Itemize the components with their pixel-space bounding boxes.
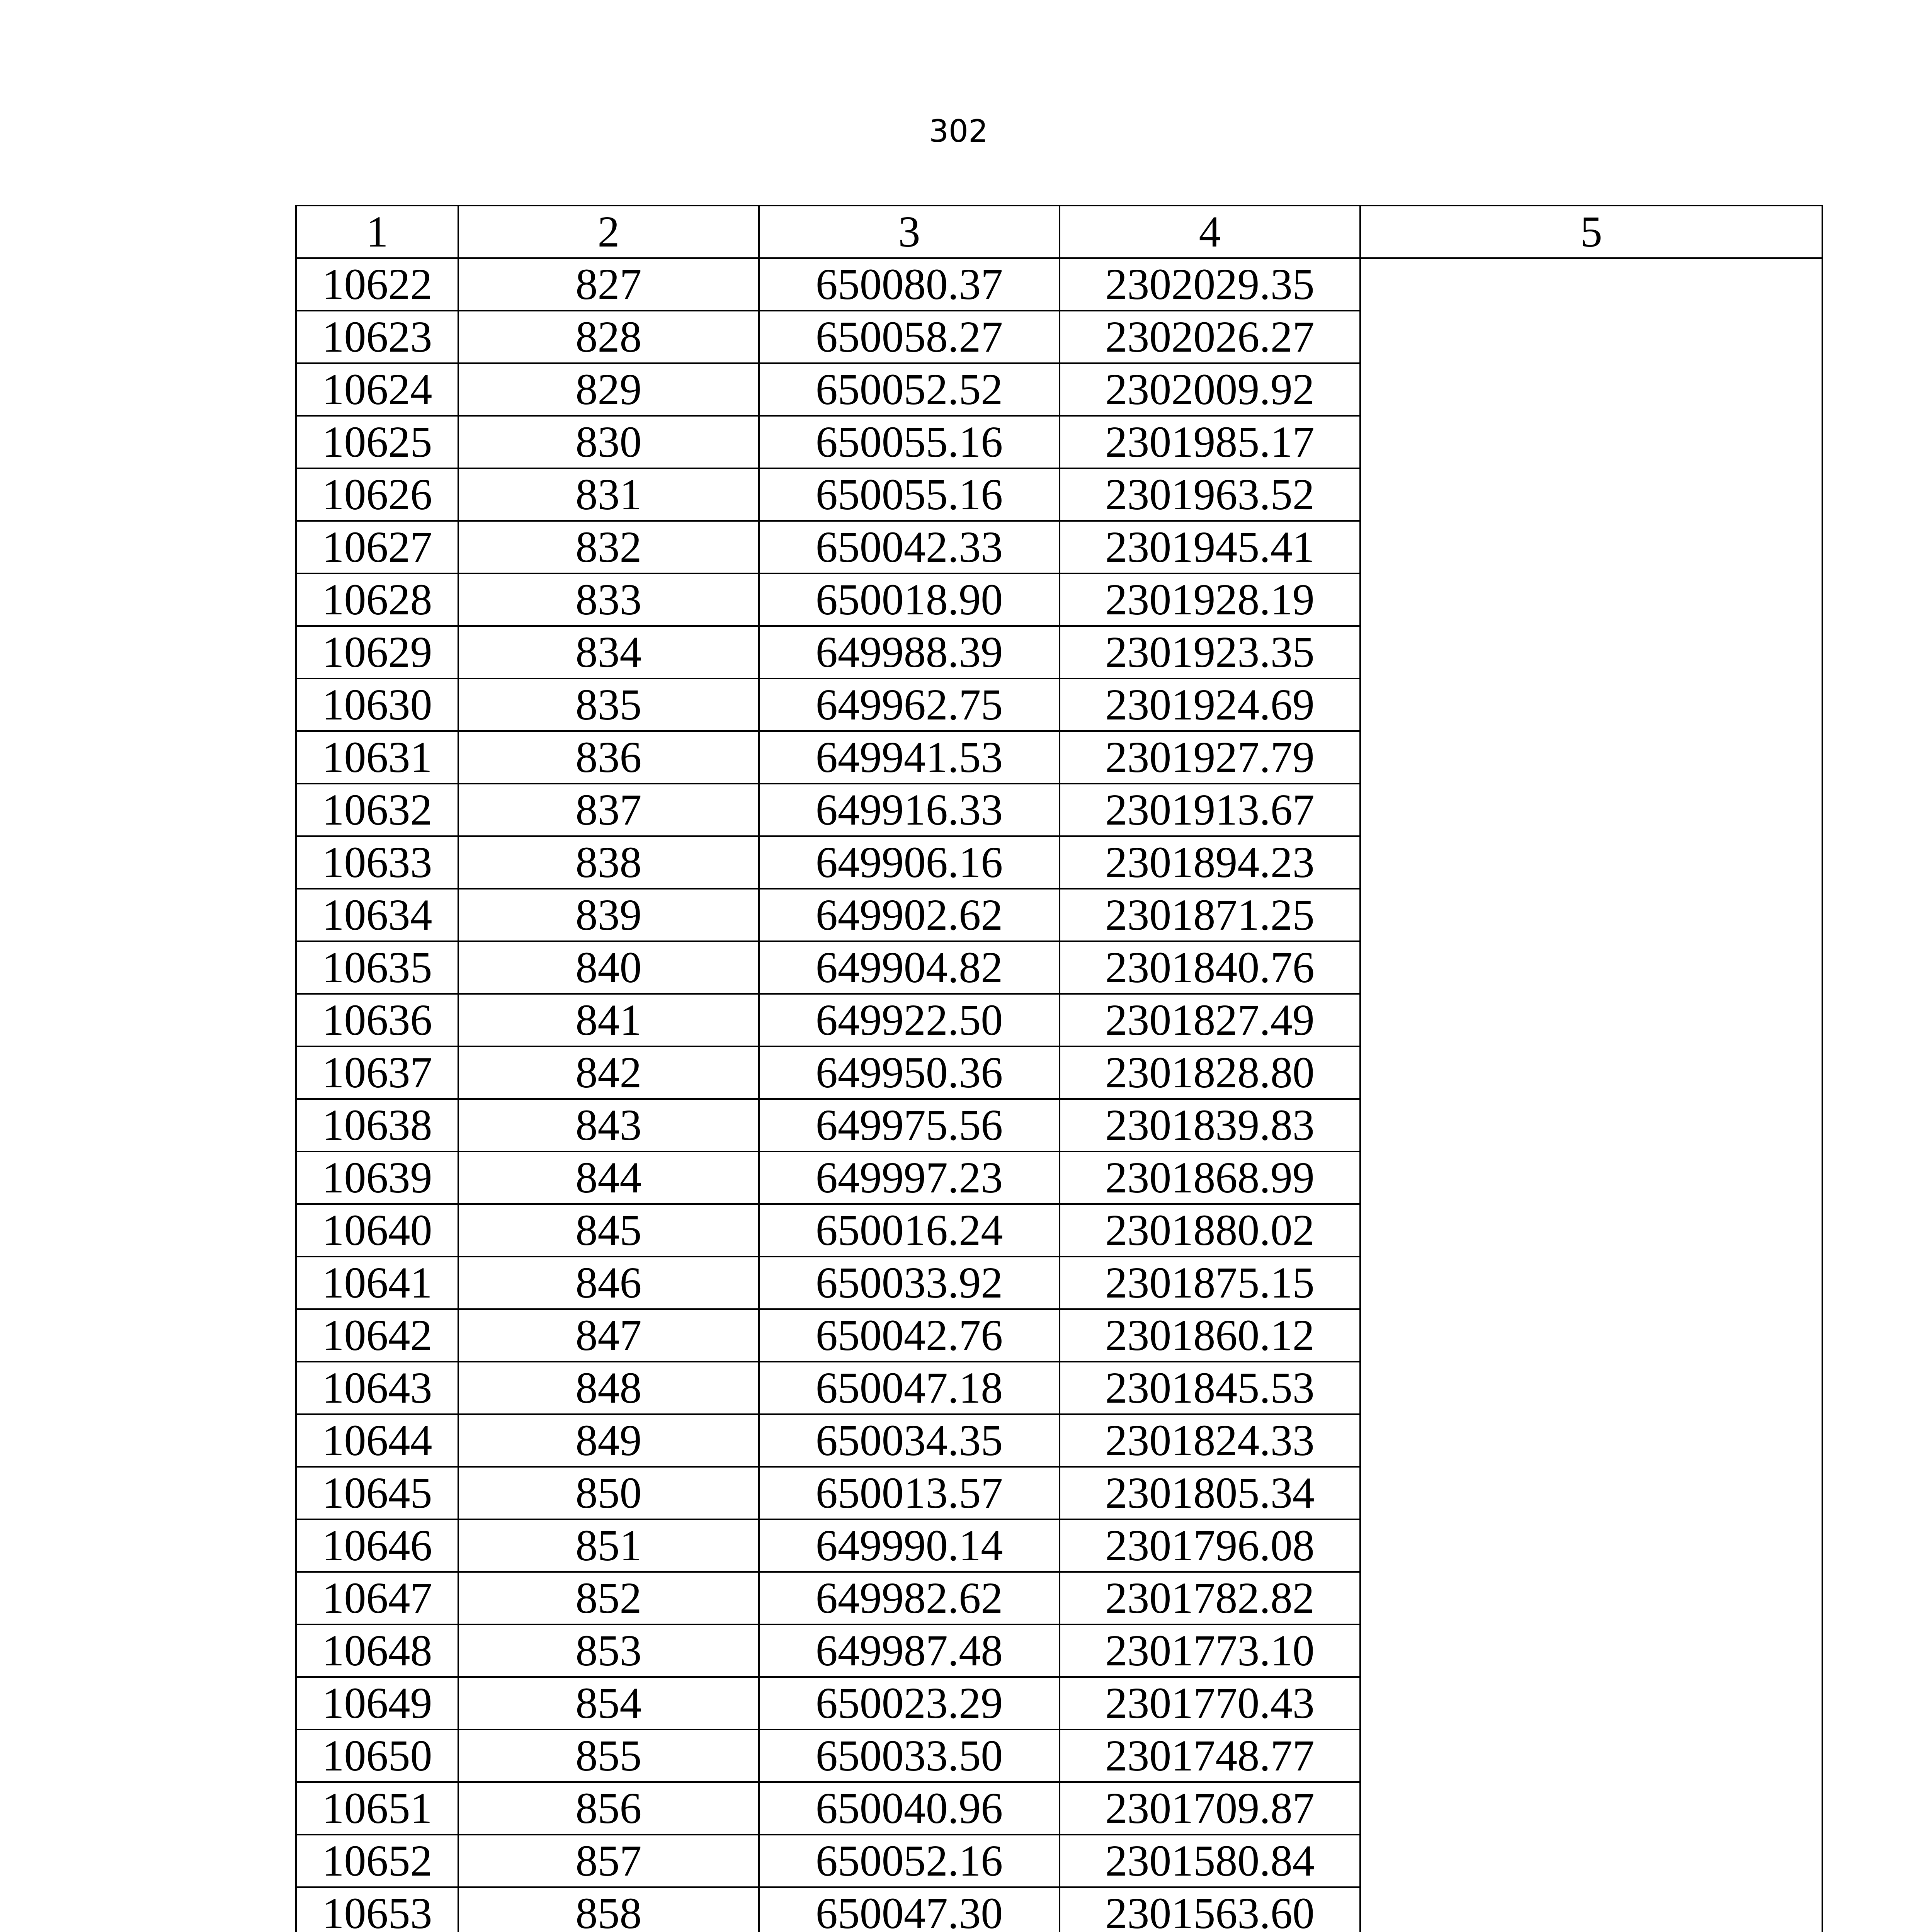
table-cell-col-3: 649950.36: [759, 1046, 1060, 1099]
table-cell-col-1: 10641: [296, 1257, 458, 1309]
page-number: 302: [929, 113, 988, 149]
table-cell-col-3: 650018.90: [759, 573, 1060, 626]
table-cell-col-2: 842: [458, 1046, 759, 1099]
table-cell-col-2: 827: [458, 258, 759, 311]
table-cell-col-3: 649975.56: [759, 1099, 1060, 1151]
table-cell-col-3: 650055.16: [759, 416, 1060, 468]
table-cell-col-4: 2301871.25: [1060, 889, 1360, 941]
table-cell-col-2: 858: [458, 1887, 759, 1932]
column-header-4: 4: [1060, 206, 1360, 258]
table-cell-col-1: 10646: [296, 1519, 458, 1572]
table-cell-col-2: 833: [458, 573, 759, 626]
table-cell-col-2: 856: [458, 1782, 759, 1835]
table-cell-col-1: 10622: [296, 258, 458, 311]
table-cell-col-1: 10629: [296, 626, 458, 679]
table-cell-col-1: 10637: [296, 1046, 458, 1099]
table-cell-col-4: 2301796.08: [1060, 1519, 1360, 1572]
table-cell-col-3: 649962.75: [759, 679, 1060, 731]
table-cell-col-4: 2301827.49: [1060, 994, 1360, 1046]
table-cell-col-4: 2301563.60: [1060, 1887, 1360, 1932]
table-cell-col-4: 2301913.67: [1060, 784, 1360, 836]
table-cell-col-2: 848: [458, 1362, 759, 1414]
table-cell-col-2: 844: [458, 1151, 759, 1204]
table-cell-col-2: 857: [458, 1835, 759, 1887]
table-cell-col-5: [1360, 258, 1822, 1932]
table-cell-col-2: 839: [458, 889, 759, 941]
table-cell-col-4: 2301709.87: [1060, 1782, 1360, 1835]
table-cell-col-2: 851: [458, 1519, 759, 1572]
table-cell-col-2: 845: [458, 1204, 759, 1257]
table-cell-col-4: 2301880.02: [1060, 1204, 1360, 1257]
table-cell-col-3: 649997.23: [759, 1151, 1060, 1204]
table-cell-col-3: 649916.33: [759, 784, 1060, 836]
table-cell-col-2: 852: [458, 1572, 759, 1624]
column-header-1: 1: [296, 206, 458, 258]
table-cell-col-4: 2301845.53: [1060, 1362, 1360, 1414]
table-cell-col-3: 649906.16: [759, 836, 1060, 889]
table-cell-col-1: 10648: [296, 1624, 458, 1677]
table-cell-col-4: 2301928.19: [1060, 573, 1360, 626]
table-cell-col-3: 649982.62: [759, 1572, 1060, 1624]
table-cell-col-4: 2301773.10: [1060, 1624, 1360, 1677]
table-cell-col-2: 847: [458, 1309, 759, 1362]
table-cell-col-3: 649922.50: [759, 994, 1060, 1046]
table-cell-col-3: 650058.27: [759, 311, 1060, 363]
table-cell-col-3: 650052.52: [759, 363, 1060, 416]
table-cell-col-1: 10652: [296, 1835, 458, 1887]
coordinates-table: [295, 205, 1823, 1932]
table-cell-col-3: 650033.92: [759, 1257, 1060, 1309]
table-cell-col-1: 10627: [296, 521, 458, 573]
table-cell-col-3: 649987.48: [759, 1624, 1060, 1677]
table-cell-col-1: 10636: [296, 994, 458, 1046]
table-cell-col-1: 10640: [296, 1204, 458, 1257]
table-cell-col-4: 2301945.41: [1060, 521, 1360, 573]
table-cell-col-1: 10647: [296, 1572, 458, 1624]
table-cell-col-1: 10653: [296, 1887, 458, 1932]
table-cell-col-2: 855: [458, 1730, 759, 1782]
table-header: [296, 206, 1822, 258]
table-cell-col-2: 850: [458, 1467, 759, 1519]
table-cell-col-4: 2301782.82: [1060, 1572, 1360, 1624]
table-cell-col-4: 2301828.80: [1060, 1046, 1360, 1099]
table-cell-col-4: 2301985.17: [1060, 416, 1360, 468]
table-cell-col-1: 10631: [296, 731, 458, 784]
table-cell-col-2: 836: [458, 731, 759, 784]
table-cell-col-2: 843: [458, 1099, 759, 1151]
table-cell-col-2: 832: [458, 521, 759, 573]
table-cell-col-1: 10644: [296, 1414, 458, 1467]
table-cell-col-1: 10630: [296, 679, 458, 731]
table-cell-col-2: 854: [458, 1677, 759, 1730]
table-cell-col-1: 10650: [296, 1730, 458, 1782]
table-cell-col-2: 830: [458, 416, 759, 468]
table-cell-col-2: 849: [458, 1414, 759, 1467]
table-cell-col-4: 2301963.52: [1060, 468, 1360, 521]
table-cell-col-4: 2301770.43: [1060, 1677, 1360, 1730]
table-cell-col-1: 10651: [296, 1782, 458, 1835]
table-cell-col-4: 2302029.35: [1060, 258, 1360, 311]
table-cell-col-2: 837: [458, 784, 759, 836]
table-cell-col-4: 2301840.76: [1060, 941, 1360, 994]
table-cell-col-4: 2301875.15: [1060, 1257, 1360, 1309]
table-cell-col-3: 649904.82: [759, 941, 1060, 994]
table-cell-col-4: 2301748.77: [1060, 1730, 1360, 1782]
table-cell-col-3: 650016.24: [759, 1204, 1060, 1257]
table-cell-col-3: 649941.53: [759, 731, 1060, 784]
table-cell-col-3: 650080.37: [759, 258, 1060, 311]
table-cell-col-3: 650034.35: [759, 1414, 1060, 1467]
table-cell-col-2: 834: [458, 626, 759, 679]
table-cell-col-3: 650047.30: [759, 1887, 1060, 1932]
table-cell-col-4: 2302026.27: [1060, 311, 1360, 363]
table-cell-col-4: 2301927.79: [1060, 731, 1360, 784]
table-cell-col-1: 10632: [296, 784, 458, 836]
table-cell-col-2: 840: [458, 941, 759, 994]
table-cell-col-3: 650052.16: [759, 1835, 1060, 1887]
table-cell-col-4: 2301839.83: [1060, 1099, 1360, 1151]
table-cell-col-1: 10625: [296, 416, 458, 468]
table-cell-col-2: 831: [458, 468, 759, 521]
table-cell-col-1: 10638: [296, 1099, 458, 1151]
column-header-3: 3: [759, 206, 1060, 258]
table-cell-col-3: 650013.57: [759, 1467, 1060, 1519]
table-cell-col-3: 649990.14: [759, 1519, 1060, 1572]
table-cell-col-1: 10623: [296, 311, 458, 363]
table-cell-col-4: 2301923.35: [1060, 626, 1360, 679]
table-cell-col-1: 10639: [296, 1151, 458, 1204]
table-cell-col-1: 10633: [296, 836, 458, 889]
table-cell-col-3: 650042.33: [759, 521, 1060, 573]
table-cell-col-4: 2301860.12: [1060, 1309, 1360, 1362]
table-cell-col-1: 10624: [296, 363, 458, 416]
table-cell-col-1: 10645: [296, 1467, 458, 1519]
table-body: [296, 258, 1822, 1932]
table-cell-col-2: 838: [458, 836, 759, 889]
table-cell-col-3: 650047.18: [759, 1362, 1060, 1414]
table-cell-col-4: 2301580.84: [1060, 1835, 1360, 1887]
table-cell-col-4: 2301894.23: [1060, 836, 1360, 889]
table-cell-col-3: 650042.76: [759, 1309, 1060, 1362]
table-cell-col-3: 650055.16: [759, 468, 1060, 521]
table-cell-col-1: 10643: [296, 1362, 458, 1414]
table-cell-col-2: 829: [458, 363, 759, 416]
table-cell-col-3: 649902.62: [759, 889, 1060, 941]
table-cell-col-1: 10628: [296, 573, 458, 626]
table-cell-col-1: 10634: [296, 889, 458, 941]
table-row: [296, 258, 1822, 311]
table-cell-col-1: 10649: [296, 1677, 458, 1730]
table-cell-col-2: 828: [458, 311, 759, 363]
table-cell-col-2: 846: [458, 1257, 759, 1309]
table-cell-col-4: 2301824.33: [1060, 1414, 1360, 1467]
table-cell-col-2: 835: [458, 679, 759, 731]
table-cell-col-3: 650040.96: [759, 1782, 1060, 1835]
table-cell-col-1: 10635: [296, 941, 458, 994]
table-cell-col-1: 10626: [296, 468, 458, 521]
table-cell-col-3: 649988.39: [759, 626, 1060, 679]
table-cell-col-3: 650033.50: [759, 1730, 1060, 1782]
table-cell-col-1: 10642: [296, 1309, 458, 1362]
header-row: [296, 206, 1822, 258]
table-cell-col-2: 841: [458, 994, 759, 1046]
table-cell-col-4: 2302009.92: [1060, 363, 1360, 416]
column-header-5: 5: [1360, 206, 1822, 258]
table-cell-col-2: 853: [458, 1624, 759, 1677]
table-cell-col-4: 2301805.34: [1060, 1467, 1360, 1519]
table-cell-col-4: 2301924.69: [1060, 679, 1360, 731]
table-cell-col-3: 650023.29: [759, 1677, 1060, 1730]
table-cell-col-4: 2301868.99: [1060, 1151, 1360, 1204]
column-header-2: 2: [458, 206, 759, 258]
